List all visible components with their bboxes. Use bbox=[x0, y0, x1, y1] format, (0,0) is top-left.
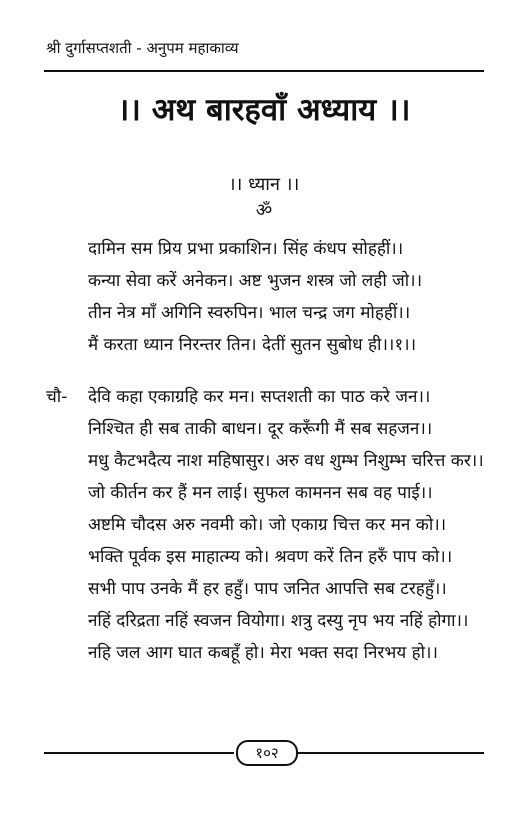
chaupai-verse-line: नहिं दरिद्रता नहिं स्वजन वियोगा। शत्रु दस्यु नृप भय नहिं होगा।। bbox=[88, 611, 469, 631]
dhyan-verse-line: मैं करता ध्यान निरन्तर तिन। देतीं सुतन सुबोध ही।।१।। bbox=[88, 335, 417, 355]
chaupai-verse-line: अष्टमि चौदस अरु नवमी को। जो एकाग्र चित्त कर मन को।। bbox=[88, 515, 447, 535]
chaupai-verse-line: मधु कैटभदैत्य नाश महिषासुर। अरु वध शुम्भ निशुम्भ चरित्त कर।। bbox=[88, 451, 484, 471]
footer-rule-left bbox=[44, 752, 234, 754]
footer-rule-right bbox=[296, 752, 484, 754]
chaupai-verse-line: देवि कहा एकाग्रहि कर मन। सप्तशती का पाठ करे जन।। bbox=[88, 387, 431, 407]
dhyan-verse-line: तीन नेत्र माँ अगिनि स्वरुपिन। भाल चन्द्र जग मोहहीं।। bbox=[88, 303, 411, 323]
chaupai-verse-line: भक्ति पूर्वक इस माहात्म्य को। श्रवण करें तिन हरुँ पाप को।। bbox=[88, 547, 453, 567]
section-heading: ।। ध्यान ।। bbox=[228, 174, 300, 195]
chaupai-verse-line: निश्चित ही सब ताकी बाधन। दूर करूँगी मैं सब सहजन।। bbox=[88, 419, 433, 439]
om-symbol: ॐ bbox=[255, 200, 273, 221]
running-header: श्री दुर्गासप्तशती - अनुपम महाकाव्य bbox=[46, 39, 239, 57]
dhyan-verse-line: दामिन सम प्रिय प्रभा प्रकाशिन। सिंह कंधप सोहहीं।। bbox=[88, 239, 404, 259]
chaupai-verse-line: नहि जल आग घात कबहूँ हो। मेरा भक्त सदा निरभय हो।। bbox=[88, 643, 438, 663]
dhyan-verse-line: कन्या सेवा करें अनेकन। अष्ट भुजन शस्त्र जो लही जो।। bbox=[88, 271, 423, 291]
chapter-title: ।। अथ बारहवाँ अध्याय ।। bbox=[117, 92, 411, 128]
header-rule bbox=[44, 70, 484, 72]
page-number: १०२ bbox=[236, 740, 298, 766]
chaupai-verse-line: जो कीर्तन कर हैं मन लाई। सुफल कामनन सब वह पाई।। bbox=[88, 483, 433, 503]
chaupai-verse-line: सभी पाप उनके मैं हर हहुँ। पाप जनित आपत्ति सब टरहहुँ।। bbox=[88, 579, 447, 599]
chaupai-label: चौ- bbox=[46, 387, 68, 407]
